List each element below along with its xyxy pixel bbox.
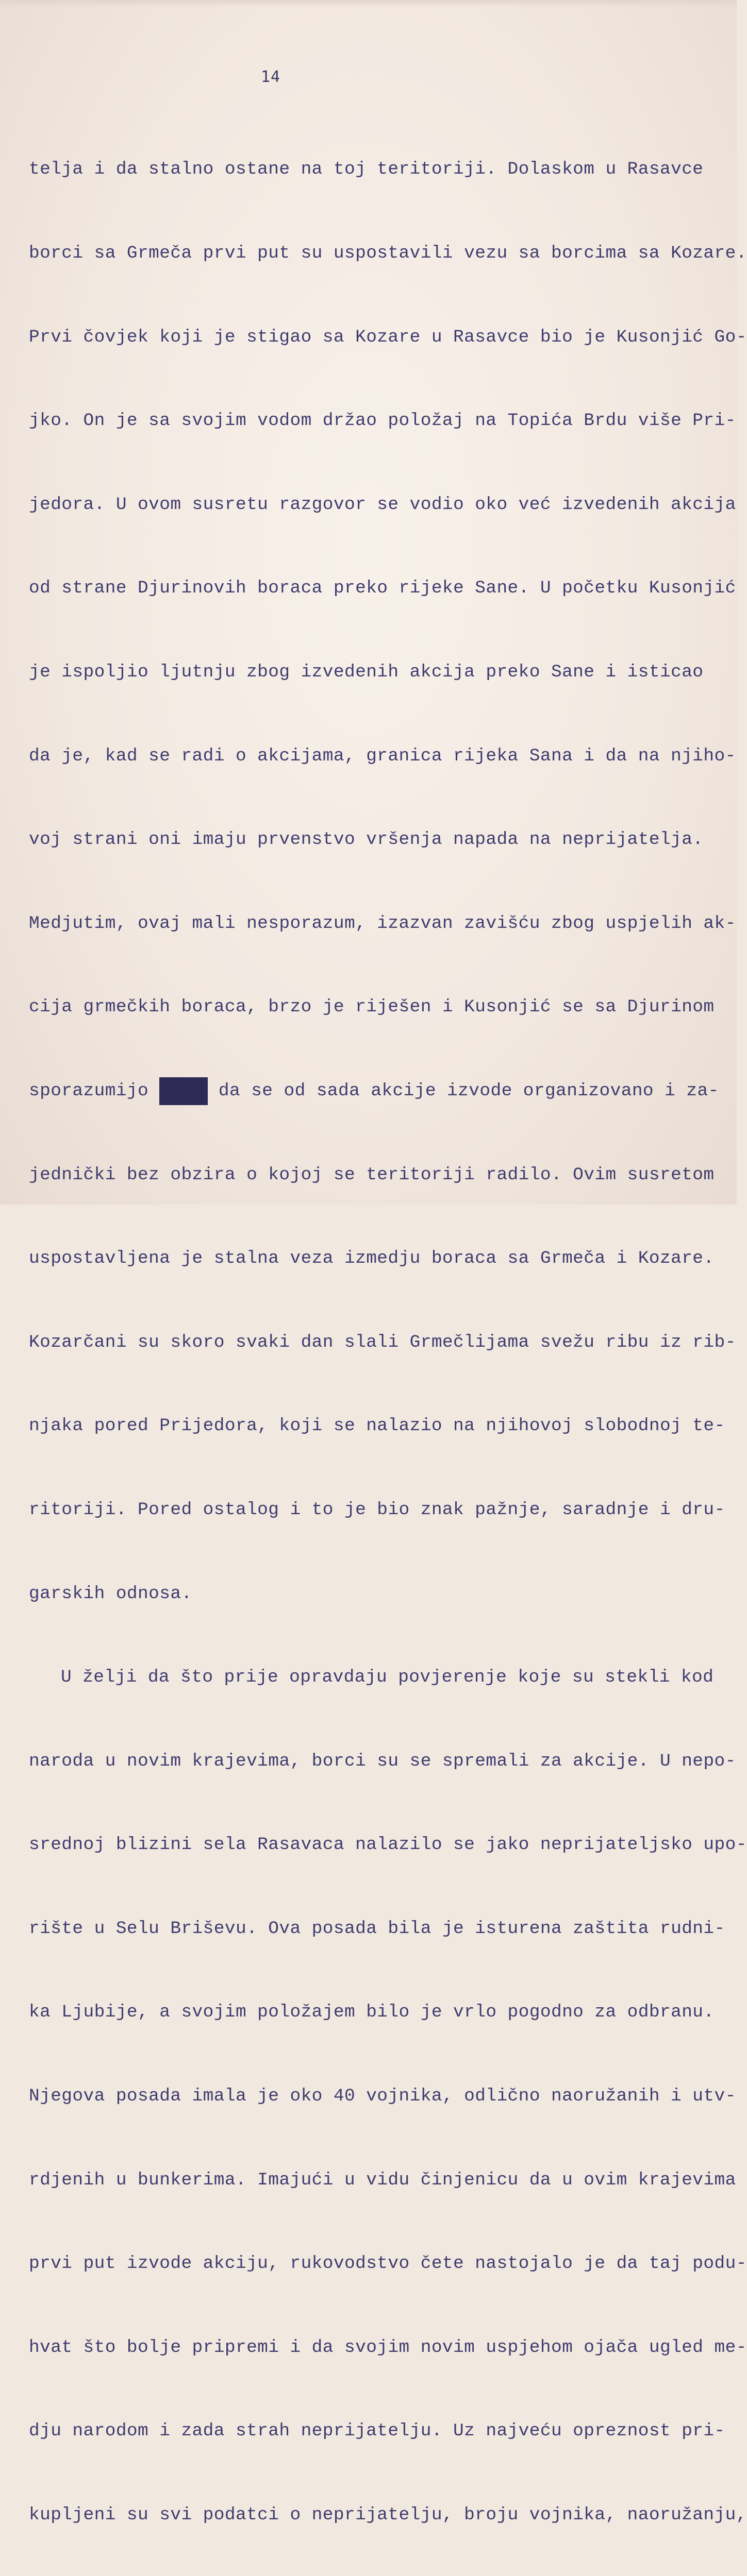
- paper-edge: [0, 0, 737, 7]
- text-line-20: naroda u novim krajevima, borci su se spremali za akcije. U nepo-: [29, 1751, 736, 1771]
- text-line-11: cija grmečkih boraca, brzo je riješen i Kusonjić se sa Djurinom: [29, 997, 715, 1018]
- text-line-28: dju narodom i zada strah neprijatelju. Uz najveću opreznost pri-: [29, 2421, 725, 2442]
- text-line-18: garskih odnosa.: [29, 1583, 192, 1604]
- text-line-14: uspostavljena je stalna veza izmedju boraca sa Grmeča i Kozare.: [29, 1248, 715, 1269]
- text-line-16: njaka pored Prijedora, koji se nalazio na njihovoj slobodnoj te-: [29, 1416, 725, 1436]
- text-line-10: Medjutim, ovaj mali nesporazum, izazvan zavišću zbog uspjelih ak-: [29, 913, 736, 934]
- text-line-22: rište u Selu Briševu. Ova posada bila je isturena zaštita rudni-: [29, 1918, 725, 1939]
- text-line-25: rdjenih u bunkerima. Imajući u vidu činjenicu da u ovim krajevima: [29, 2170, 736, 2190]
- text-line-6: od strane Djurinovih boraca preko rijeke Sane. U početku Kusonjić: [29, 578, 736, 599]
- text-line-12-start: sporazumijo: [29, 1080, 149, 1101]
- text-line-13: jednički bez obzira o kojoj se teritoriji radilo. Ovim susretom: [29, 1164, 715, 1185]
- text-line-21: srednoj blizini sela Rasavaca nalazilo se jako neprijateljsko upo-: [29, 1835, 747, 1855]
- text-line-8: da je, kad se radi o akcijama, granica rijeka Sana i da na njiho-: [29, 745, 736, 766]
- text-line-7: je ispoljio ljutnju zbog izvedenih akcija preko Sane i isticao: [29, 662, 704, 682]
- text-line-27: hvat što bolje pripremi i da svojim novim uspjehom ojača ugled me-: [29, 2337, 747, 2358]
- text-line-26: prvi put izvode akciju, rukovodstvo čete nastojalo je da taj podu-: [29, 2253, 747, 2274]
- text-line-4: jko. On je sa svojim vodom držao položaj na Topića Brdu više Pri-: [29, 411, 736, 431]
- text-line-1: telja i da stalno ostane na toj teritoriji. Dolaskom u Rasavce: [29, 159, 704, 180]
- text-line-19: U želji da što prije opravdaju povjerenje koje su stekli kod: [61, 1667, 714, 1688]
- text-line-12-end: da se od sada akcije izvode organizovano i za-: [218, 1080, 719, 1101]
- text-line-9: voj strani oni imaju prvenstvo vršenja napada na neprijatelja.: [29, 829, 704, 850]
- page-number: 14: [261, 68, 281, 86]
- typed-text-body: [29, 100, 747, 2576]
- text-line-12: [29, 1077, 730, 1105]
- text-line-23: ka Ljubije, a svojim položajem bilo je vrlo pogodno za odbranu.: [29, 2002, 715, 2023]
- text-line-3: Prvi čovjek koji je stigao sa Kozare u Rasavce bio je Kusonjić Go-: [29, 327, 747, 347]
- struck-out-word: xxxxx: [159, 1077, 208, 1105]
- text-line-15: Kozarčani su skoro svaki dan slali Grmečlijama svežu ribu iz rib-: [29, 1332, 736, 1352]
- text-line-29: kupljeni su svi podatci o neprijatelju, broju vojnika, naoružanju,: [29, 2505, 747, 2526]
- text-line-17: ritoriji. Pored ostalog i to je bio znak pažnje, saradnje i dru-: [29, 1499, 725, 1520]
- text-line-5: jedora. U ovom susretu razgovor se vodio oko već izvedenih akcija: [29, 494, 736, 515]
- text-line-2: borci sa Grmeča prvi put su uspostavili vezu sa borcima sa Kozare.: [29, 243, 747, 263]
- text-line-24: Njegova posada imala je oko 40 vojnika, odlično naoružanih i utv-: [29, 2086, 736, 2107]
